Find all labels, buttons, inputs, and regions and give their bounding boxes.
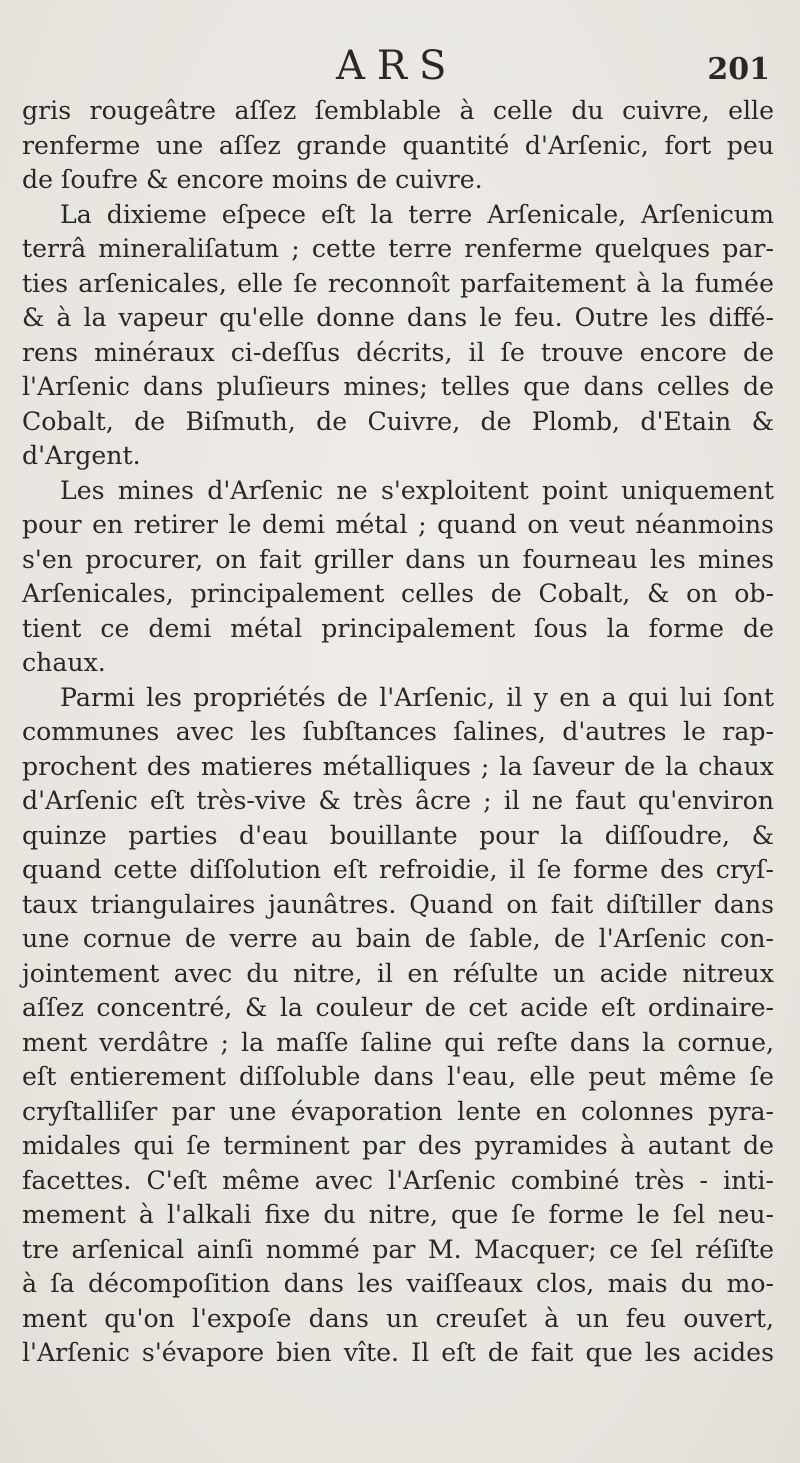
text-line: renferme une aſſez grande quantité d'Arſenic, fort peu	[22, 130, 774, 160]
text-line: ment verdâtre ; la maſſe ſaline qui reſte dans la cornue,	[22, 1027, 774, 1057]
text-line: l'Arſenic dans pluſieurs mines; telles que dans celles de	[22, 372, 774, 401]
text-line: prochent des matieres métalliques ; la ſaveur de la chaux	[22, 751, 774, 781]
text-line: eſt entierement diſſoluble dans l'eau, elle peut même ſe	[22, 1062, 774, 1091]
running-header	[0, 44, 800, 88]
text-line: terrâ mineraliſatum ; cette terre renferme quelques par-	[22, 234, 774, 263]
text-line: & à la vapeur qu'elle donne dans le feu. Outre les diffé-	[22, 303, 774, 332]
text-line: d'Arſenic eſt très-vive & très âcre ; il ne faut qu'environ	[22, 786, 774, 815]
text-line: jointement avec du nitre, il en réſulte un acide nitreux	[22, 958, 774, 988]
text-line: mement à l'alkali fixe du nitre, que ſe forme le ſel neu-	[22, 1200, 774, 1229]
page-number: 201	[707, 52, 770, 87]
text-line: une cornue de verre au bain de ſable, de l'Arſenic con-	[22, 924, 774, 953]
text-line: La dixieme eſpece eſt la terre Arſenicale, Arſenicum	[60, 199, 774, 229]
text-line: tre arſenical ainſi nommé par M. Macquer; ce ſel réſiſte	[22, 1234, 774, 1264]
text-line: facettes. C'eſt même avec l'Arſenic combiné très - inti-	[22, 1165, 774, 1195]
text-line: ties arſenicales, elle ſe reconnoît parfaitement à la fumée	[22, 268, 774, 298]
text-line: gris rougeâtre aſſez ſemblable à celle du cuivre, elle	[22, 96, 774, 125]
text-line: aſſez concentré, & la couleur de cet acide eſt ordinaire-	[22, 993, 774, 1022]
text-line: Arſenicales, principalement celles de Cobalt, & on ob-	[22, 579, 774, 608]
text-line: Les mines d'Arſenic ne s'exploitent point uniquement	[60, 475, 774, 505]
text-line: chaux.	[22, 648, 106, 677]
text-line: taux triangulaires jaunâtres. Quand on fait diſtiller dans	[22, 889, 774, 919]
text-line: cryſtalliſer par une évaporation lente en colonnes pyra-	[22, 1096, 774, 1126]
text-line: Parmi les propriétés de l'Arſenic, il y en a qui lui ſont	[60, 682, 774, 712]
text-line: s'en procurer, on fait griller dans un fourneau les mines	[22, 544, 774, 574]
text-line: rens minéraux ci-deſſus décrits, il ſe trouve encore de	[22, 337, 774, 367]
text-line: l'Arſenic s'évapore bien vîte. Il eſt de fait que les acides	[22, 1338, 774, 1367]
text-line: Cobalt, de Biſmuth, de Cuivre, de Plomb, d'Etain &	[22, 406, 774, 436]
text-line: d'Argent.	[22, 441, 141, 470]
text-line: à ſa décompoſition dans les vaiſſeaux clos, mais du mo-	[22, 1269, 774, 1298]
text-line: communes avec les ſubſtances ſalines, d'autres le rap-	[22, 717, 774, 746]
text-line: quinze parties d'eau bouillante pour la diſſoudre, &	[22, 820, 774, 850]
text-line: quand cette diſſolution eſt refroidie, il ſe forme des cryſ-	[22, 855, 774, 884]
text-line: pour en retirer le demi métal ; quand on veut néanmoins	[22, 510, 774, 539]
text-line: de ſoufre & encore moins de cuivre.	[22, 165, 483, 194]
text-line: midales qui ſe terminent par des pyramides à autant de	[22, 1131, 774, 1160]
text-line: ment qu'on l'expoſe dans un creuſet à un feu ouvert,	[22, 1303, 774, 1333]
running-title: ARS	[336, 43, 459, 89]
text-line: tient ce demi métal principalement ſous la forme de	[22, 613, 774, 643]
body-text	[22, 94, 774, 1371]
